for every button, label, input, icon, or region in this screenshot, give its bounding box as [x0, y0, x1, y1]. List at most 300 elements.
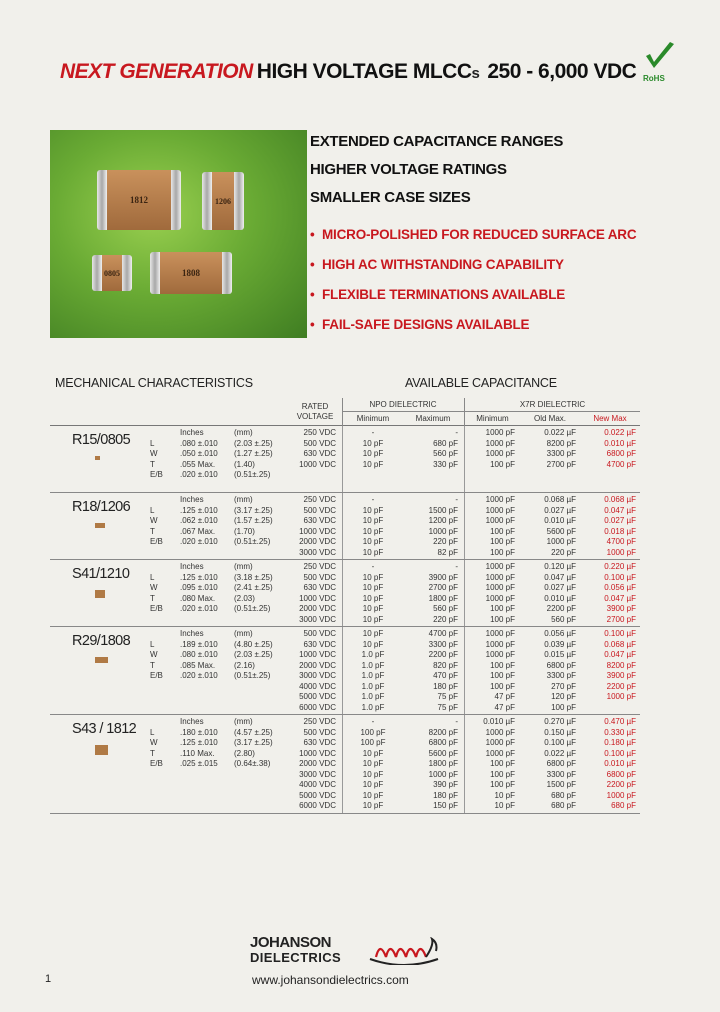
- dimension-k: E/B: [150, 537, 163, 546]
- dimension-mm: (mm): [234, 495, 253, 504]
- cell-n1: -: [371, 428, 375, 437]
- cell-n2: -: [455, 428, 458, 437]
- dimension-k: L: [150, 572, 155, 582]
- cell-x3: 1000 pF: [606, 547, 636, 557]
- cell-n2: 220 pF: [433, 614, 458, 624]
- cell-v: 1000 VDC: [299, 748, 336, 758]
- cell-x2: 3300 pF: [546, 671, 576, 680]
- cell-x3: 0.470 µF: [604, 717, 636, 726]
- dimension-in: Inches: [180, 428, 204, 437]
- cell-n1: 10 pF: [362, 604, 384, 613]
- cell-v: 6000 VDC: [299, 702, 336, 712]
- case-size-name: R29/1808: [72, 633, 131, 649]
- case-size-group: [50, 560, 640, 627]
- dimension-k: L: [150, 639, 155, 649]
- dimension-k: T: [150, 660, 155, 670]
- dimension-row: [150, 604, 290, 615]
- dimension-k: W: [150, 449, 158, 458]
- dimension-row: [150, 661, 290, 672]
- cell-v: 500 VDC: [303, 629, 336, 638]
- cell-x3: 0.100 µF: [604, 572, 636, 582]
- dimension-in: .020 ±.010: [180, 671, 218, 680]
- logo-johanson: JOHANSON: [250, 934, 332, 951]
- cell-x3: 0.220 µF: [604, 562, 636, 571]
- cell-n2: 82 pF: [437, 547, 458, 557]
- cell-x3: 0.010 µF: [604, 759, 636, 768]
- title-main: HIGH VOLTAGE MLCC: [256, 60, 472, 83]
- cell-n2: -: [455, 562, 458, 571]
- cell-x1: 100 pF: [490, 769, 515, 779]
- cell-v: 6000 VDC: [299, 801, 336, 810]
- header-npo-min: Minimum: [356, 414, 390, 423]
- dimension-in: .080 Max.: [180, 593, 216, 603]
- cell-x2: 3300 pF: [546, 769, 576, 779]
- cell-n1: 10 pF: [362, 547, 384, 557]
- cell-x1: 1000 pF: [485, 516, 515, 525]
- cell-n2: 180 pF: [433, 681, 458, 691]
- page-number: 1: [45, 973, 52, 985]
- cell-n1: 10 pF: [362, 769, 384, 779]
- cell-x2: 0.027 µF: [544, 505, 576, 515]
- capacitance-table: [50, 398, 640, 814]
- cell-x2: 5600 pF: [546, 526, 576, 536]
- dimension-row: [150, 470, 290, 481]
- company-logo: [250, 935, 341, 965]
- cell-x1: 1000 pF: [485, 639, 515, 649]
- cell-x3: 6800 pF: [606, 449, 636, 458]
- feature-list: [310, 132, 690, 345]
- case-size-group: [50, 627, 640, 715]
- cell-n2: 470 pF: [433, 671, 458, 680]
- case-size-swatch: [95, 456, 100, 460]
- cell-x3: 0.022 µF: [604, 428, 636, 437]
- cell-x2: 0.068 µF: [544, 495, 576, 504]
- product-photo: [50, 130, 307, 338]
- cell-x1: 100 pF: [490, 547, 515, 557]
- website-url[interactable]: www.johansondielectrics.com: [252, 973, 409, 987]
- cell-x3: 3900 pF: [606, 671, 636, 680]
- dimension-row: [150, 717, 290, 728]
- cell-x3: 3900 pF: [606, 604, 636, 613]
- cell-v: 1000 VDC: [299, 593, 336, 603]
- dimension-mm: (1.57 ±.25): [234, 516, 273, 525]
- cell-n2: 560 pF: [433, 604, 458, 613]
- dimension-row: [150, 562, 290, 573]
- dimension-k: L: [150, 505, 155, 515]
- case-size-swatch: [95, 523, 105, 528]
- cell-n2: 2700 pF: [428, 583, 458, 592]
- cell-x2: 0.150 µF: [544, 727, 576, 737]
- cell-x1: 100 pF: [490, 660, 515, 670]
- dimension-row: [150, 583, 290, 594]
- header-x7r: X7R DIELECTRIC: [519, 400, 586, 409]
- cell-x1: 100 pF: [490, 614, 515, 624]
- dimension-row: [150, 537, 290, 548]
- dimension-mm: (0.51±.25): [234, 470, 271, 479]
- cell-n2: 180 pF: [433, 790, 458, 800]
- cell-v: 250 VDC: [303, 495, 336, 504]
- cell-n1: 10 pF: [362, 537, 384, 546]
- dimension-mm: (2.16): [234, 660, 255, 670]
- cell-n1: 10 pF: [362, 526, 384, 536]
- dimension-mm: (mm): [234, 629, 253, 638]
- case-size-swatch: [95, 590, 105, 598]
- cell-x2: 0.039 µF: [544, 639, 576, 649]
- cell-x3: 0.100 µF: [604, 748, 636, 758]
- cell-x3: 4700 pF: [606, 537, 636, 546]
- cell-v: 630 VDC: [303, 449, 336, 458]
- dimension-in: .080 ±.010: [180, 650, 218, 659]
- cell-n1: 10 pF: [362, 516, 384, 525]
- cell-v: 250 VDC: [303, 562, 336, 571]
- dimension-row: [150, 449, 290, 460]
- dimension-mm: (0.51±.25): [234, 604, 271, 613]
- cell-x1: 1000 pF: [485, 562, 515, 571]
- dimension-row: [150, 506, 290, 517]
- cell-v: 2000 VDC: [299, 604, 336, 613]
- cell-x1: 100 pF: [490, 681, 515, 691]
- feature-bullet: • FAIL-SAFE DESIGNS AVAILABLE: [310, 317, 530, 332]
- dimension-k: T: [150, 748, 155, 758]
- cell-x3: 680 pF: [611, 801, 636, 810]
- cell-x2: 220 pF: [551, 547, 576, 557]
- dimension-row: [150, 495, 290, 506]
- dimension-in: .025 ±.015: [180, 759, 218, 768]
- cell-n1: 10 pF: [362, 614, 384, 624]
- dimension-in: .125 ±.010: [180, 738, 218, 747]
- case-size-group: [50, 426, 640, 493]
- cell-v: 3000 VDC: [299, 769, 336, 779]
- cell-x1: 1000 pF: [485, 583, 515, 592]
- dimension-in: .020 ±.010: [180, 537, 218, 546]
- cell-n2: 5600 pF: [428, 748, 458, 758]
- dimension-k: T: [150, 459, 155, 469]
- cell-n1: 1.0 pF: [361, 681, 385, 691]
- cell-x1: 1000 pF: [485, 572, 515, 582]
- cell-n2: 1800 pF: [428, 759, 458, 768]
- title-suffix: s: [471, 65, 480, 82]
- cell-n2: 820 pF: [433, 660, 458, 670]
- dimension-in: .020 ±.010: [180, 470, 218, 479]
- cell-v: 500 VDC: [303, 572, 336, 582]
- cell-n1: 1.0 pF: [361, 702, 385, 712]
- rohs-label: RoHS: [643, 74, 665, 83]
- cell-v: 500 VDC: [303, 727, 336, 737]
- cell-n2: 560 pF: [433, 449, 458, 458]
- cell-n2: -: [455, 495, 458, 504]
- dimension-k: T: [150, 593, 155, 603]
- cell-n1: 10 pF: [362, 449, 384, 458]
- cell-n1: 1.0 pF: [361, 650, 385, 659]
- cell-x3: 0.018 µF: [604, 526, 636, 536]
- dimension-mm: (4.80 ±.25): [234, 639, 273, 649]
- dimension-mm: (2.03): [234, 593, 255, 603]
- cell-v: 5000 VDC: [299, 790, 336, 800]
- cell-n2: 4700 pF: [428, 629, 458, 638]
- cell-x1: 1000 pF: [485, 593, 515, 603]
- cell-x3: 2700 pF: [606, 614, 636, 624]
- dimension-row: [150, 439, 290, 450]
- cell-x2: 6800 pF: [546, 759, 576, 768]
- cell-v: 2000 VDC: [299, 537, 336, 546]
- logo-dielectrics: DIELECTRICS: [250, 950, 342, 965]
- header-old-max: Old Max.: [533, 414, 566, 423]
- mechanical-heading: MECHANICAL CHARACTERISTICS: [55, 376, 253, 390]
- dimension-k: W: [150, 650, 158, 659]
- cell-x2: 100 pF: [551, 702, 576, 712]
- dimension-k: L: [150, 438, 155, 448]
- capacitance-heading: AVAILABLE CAPACITANCE: [405, 376, 557, 390]
- cell-n2: 8200 pF: [428, 727, 458, 737]
- cell-v: 250 VDC: [303, 717, 336, 726]
- cell-x2: 680 pF: [551, 790, 576, 800]
- dimension-mm: (3.17 ±.25): [234, 738, 273, 747]
- cell-x2: 0.047 µF: [544, 572, 576, 582]
- dimension-k: E/B: [150, 759, 163, 768]
- dimension-row: [150, 650, 290, 661]
- cell-x2: 0.056 µF: [544, 629, 576, 638]
- cell-n1: 100 pF: [360, 738, 386, 747]
- cell-n2: 1500 pF: [428, 505, 458, 515]
- cell-x3: 0.047 µF: [604, 650, 636, 659]
- table-body: [50, 426, 640, 814]
- cell-v: 2000 VDC: [299, 759, 336, 768]
- cell-n1: 10 pF: [362, 801, 384, 810]
- dimension-row: [150, 759, 290, 770]
- dimension-row: [150, 749, 290, 760]
- header-rated: RATED VOLTAGE: [296, 402, 334, 421]
- cell-v: 500 VDC: [303, 438, 336, 448]
- cell-v: 5000 VDC: [299, 692, 336, 701]
- dimension-row: [150, 460, 290, 471]
- dimension-in: Inches: [180, 629, 204, 638]
- cell-n2: 150 pF: [433, 801, 458, 810]
- dimension-in: Inches: [180, 495, 204, 504]
- cell-v: 250 VDC: [303, 428, 336, 437]
- cell-x2: 0.100 µF: [544, 738, 576, 747]
- cell-x2: 680 pF: [551, 801, 576, 810]
- cell-x1: 100 pF: [490, 671, 515, 680]
- cell-n1: 10 pF: [362, 759, 384, 768]
- cell-v: 2000 VDC: [299, 660, 336, 670]
- cell-n2: 1000 pF: [428, 769, 458, 779]
- cell-x2: 0.270 µF: [544, 717, 576, 726]
- dimension-row: [150, 516, 290, 527]
- cell-n1: 10 pF: [362, 505, 384, 515]
- cell-v: 4000 VDC: [299, 780, 336, 789]
- cell-n1: 10 pF: [362, 459, 384, 469]
- feature-bullet: • FLEXIBLE TERMINATIONS AVAILABLE: [310, 287, 566, 302]
- cell-x3: 0.056 µF: [604, 583, 636, 592]
- dimension-k: W: [150, 583, 158, 592]
- cell-x2: 120 pF: [551, 692, 576, 701]
- dimension-k: T: [150, 526, 155, 536]
- dimension-in: Inches: [180, 717, 204, 726]
- dimension-mm: (2.80): [234, 748, 255, 758]
- cell-n2: 3300 pF: [428, 639, 458, 649]
- cell-x1: 100 pF: [490, 780, 515, 789]
- dimension-in: .062 ±.010: [180, 516, 218, 525]
- dimension-mm: (mm): [234, 562, 253, 571]
- dimension-row: [150, 594, 290, 605]
- dimension-in: .080 ±.010: [180, 438, 218, 448]
- case-size-group: [50, 715, 640, 814]
- cell-x1: 10 pF: [494, 790, 515, 800]
- cell-x2: 1000 pF: [546, 537, 576, 546]
- dimension-mm: (mm): [234, 428, 253, 437]
- cell-v: 630 VDC: [303, 738, 336, 747]
- cell-n1: 10 pF: [362, 572, 384, 582]
- dimension-in: .110 Max.: [180, 748, 215, 758]
- cell-x2: 0.015 µF: [544, 650, 576, 659]
- cell-x1: 100 pF: [490, 604, 515, 613]
- dimension-row: [150, 629, 290, 640]
- dimension-row: [150, 738, 290, 749]
- cell-x2: 0.010 µF: [544, 593, 576, 603]
- case-size-swatch: [95, 745, 108, 755]
- cell-x2: 270 pF: [551, 681, 576, 691]
- cell-n2: 330 pF: [433, 459, 458, 469]
- dimension-in: .125 ±.010: [180, 572, 218, 582]
- cell-x1: 1000 pF: [485, 428, 515, 437]
- cell-x3: 2200 pF: [606, 780, 636, 789]
- dimension-mm: (3.17 ±.25): [234, 505, 273, 515]
- cell-n1: -: [371, 562, 375, 571]
- cell-x2: 0.010 µF: [544, 516, 576, 525]
- cell-n1: 100 pF: [360, 727, 386, 737]
- cell-v: 3000 VDC: [299, 671, 336, 680]
- dimension-in: Inches: [180, 562, 204, 571]
- cell-x1: 1000 pF: [485, 505, 515, 515]
- chip-0805: 0805: [100, 255, 124, 291]
- cell-x2: 560 pF: [551, 614, 576, 624]
- cell-n2: 680 pF: [433, 438, 458, 448]
- cell-x2: 3300 pF: [546, 449, 576, 458]
- dimension-row: [150, 728, 290, 739]
- cell-n2: 75 pF: [437, 692, 458, 701]
- cell-x2: 2700 pF: [546, 459, 576, 469]
- cell-n2: 1800 pF: [428, 593, 458, 603]
- cell-n2: 75 pF: [437, 702, 458, 712]
- cell-n2: 1200 pF: [428, 516, 458, 525]
- chip-1808: 1808: [158, 252, 224, 294]
- feature-bullet: • HIGH AC WITHSTANDING CAPABILITY: [310, 257, 564, 272]
- cell-v: 4000 VDC: [299, 681, 336, 691]
- cell-n1: 10 pF: [362, 593, 384, 603]
- cell-n1: 10 pF: [362, 639, 384, 649]
- cell-x3: 0.068 µF: [604, 639, 636, 649]
- feature-heading: EXTENDED CAPACITANCE RANGES: [310, 133, 564, 150]
- cell-x1: 1000 pF: [485, 738, 515, 747]
- cell-v: 1000 VDC: [299, 526, 336, 536]
- cell-x1: 1000 pF: [485, 438, 515, 448]
- chip-1206: 1206: [210, 172, 236, 230]
- cell-n1: -: [371, 495, 375, 504]
- cell-n2: 6800 pF: [428, 738, 458, 747]
- viking-ship-icon: [368, 937, 440, 965]
- dimension-row: [150, 640, 290, 651]
- header-npo: NPO DIELECTRIC: [369, 400, 437, 409]
- dimension-in: .095 ±.010: [180, 583, 218, 592]
- cell-x3: 0.027 µF: [604, 516, 636, 525]
- cell-n1: 10 pF: [362, 748, 384, 758]
- dimension-row: [150, 573, 290, 584]
- feature-heading: SMALLER CASE SIZES: [310, 189, 471, 206]
- cell-x1: 0.010 µF: [483, 717, 515, 726]
- dimension-in: .050 ±.010: [180, 449, 218, 458]
- page-title: [60, 60, 636, 84]
- cell-n2: -: [455, 717, 458, 726]
- cell-n2: 2200 pF: [428, 650, 458, 659]
- cell-x1: 1000 pF: [485, 629, 515, 638]
- case-size-swatch: [95, 657, 108, 663]
- chip-1812: 1812: [105, 170, 173, 230]
- dimension-mm: (2.41 ±.25): [234, 583, 273, 592]
- cell-x2: 0.027 µF: [544, 583, 576, 592]
- dimension-k: W: [150, 738, 158, 747]
- cell-x1: 1000 pF: [485, 495, 515, 504]
- cell-v: 500 VDC: [303, 505, 336, 515]
- cell-x1: 1000 pF: [485, 727, 515, 737]
- cell-x2: 0.120 µF: [544, 562, 576, 571]
- header-npo-max: Maximum: [415, 414, 451, 423]
- cell-v: 630 VDC: [303, 516, 336, 525]
- cell-n1: -: [371, 717, 375, 726]
- cell-x3: 4700 pF: [606, 459, 636, 469]
- dimension-mm: (1.27 ±.25): [234, 449, 273, 458]
- cell-x2: 2200 pF: [546, 604, 576, 613]
- cell-x3: 8200 pF: [606, 660, 636, 670]
- cell-x3: 0.330 µF: [604, 727, 636, 737]
- case-size-name: R18/1206: [72, 499, 131, 515]
- cell-x3: 0.047 µF: [604, 593, 636, 603]
- cell-x1: 1000 pF: [485, 650, 515, 659]
- dimension-mm: (1.70): [234, 526, 255, 536]
- feature-heading: HIGHER VOLTAGE RATINGS: [310, 161, 507, 178]
- cell-n1: 10 pF: [362, 780, 384, 789]
- cell-n1: 10 pF: [362, 438, 384, 448]
- cell-x2: 0.022 µF: [544, 748, 576, 758]
- cell-v: 3000 VDC: [299, 547, 336, 557]
- dimension-mm: (0.51±.25): [234, 671, 271, 680]
- cell-x3: 6800 pF: [606, 769, 636, 779]
- dimension-mm: (3.18 ±.25): [234, 572, 273, 582]
- case-size-name: S41/1210: [72, 566, 130, 582]
- cell-x2: 0.022 µF: [544, 428, 576, 437]
- cell-x1: 100 pF: [490, 526, 515, 536]
- cell-n2: 390 pF: [433, 780, 458, 789]
- cell-x1: 1000 pF: [485, 748, 515, 758]
- feature-bullet: • MICRO-POLISHED FOR REDUCED SURFACE ARC: [310, 227, 637, 242]
- cell-x3: 0.047 µF: [604, 505, 636, 515]
- cell-x2: 8200 pF: [546, 438, 576, 448]
- dimension-mm: (2.03 ±.25): [234, 438, 273, 448]
- cell-v: 630 VDC: [303, 639, 336, 649]
- cell-x3: 0.180 µF: [604, 738, 636, 747]
- title-voltage: 250 - 6,000 VDC: [487, 60, 637, 83]
- dimension-in: .067 Max.: [180, 526, 216, 536]
- dimension-in: .020 ±.010: [180, 604, 218, 613]
- dimension-in: .055 Max.: [180, 459, 216, 469]
- dimension-in: .085 Max.: [180, 660, 216, 670]
- case-size-name: R15/0805: [72, 432, 131, 448]
- dimension-in: .125 ±.010: [180, 505, 218, 515]
- cell-x1: 47 pF: [494, 702, 515, 712]
- cell-n1: 10 pF: [362, 790, 384, 800]
- cell-x3: 0.010 µF: [604, 438, 636, 448]
- dimension-k: L: [150, 727, 155, 737]
- cell-x1: 100 pF: [490, 459, 515, 469]
